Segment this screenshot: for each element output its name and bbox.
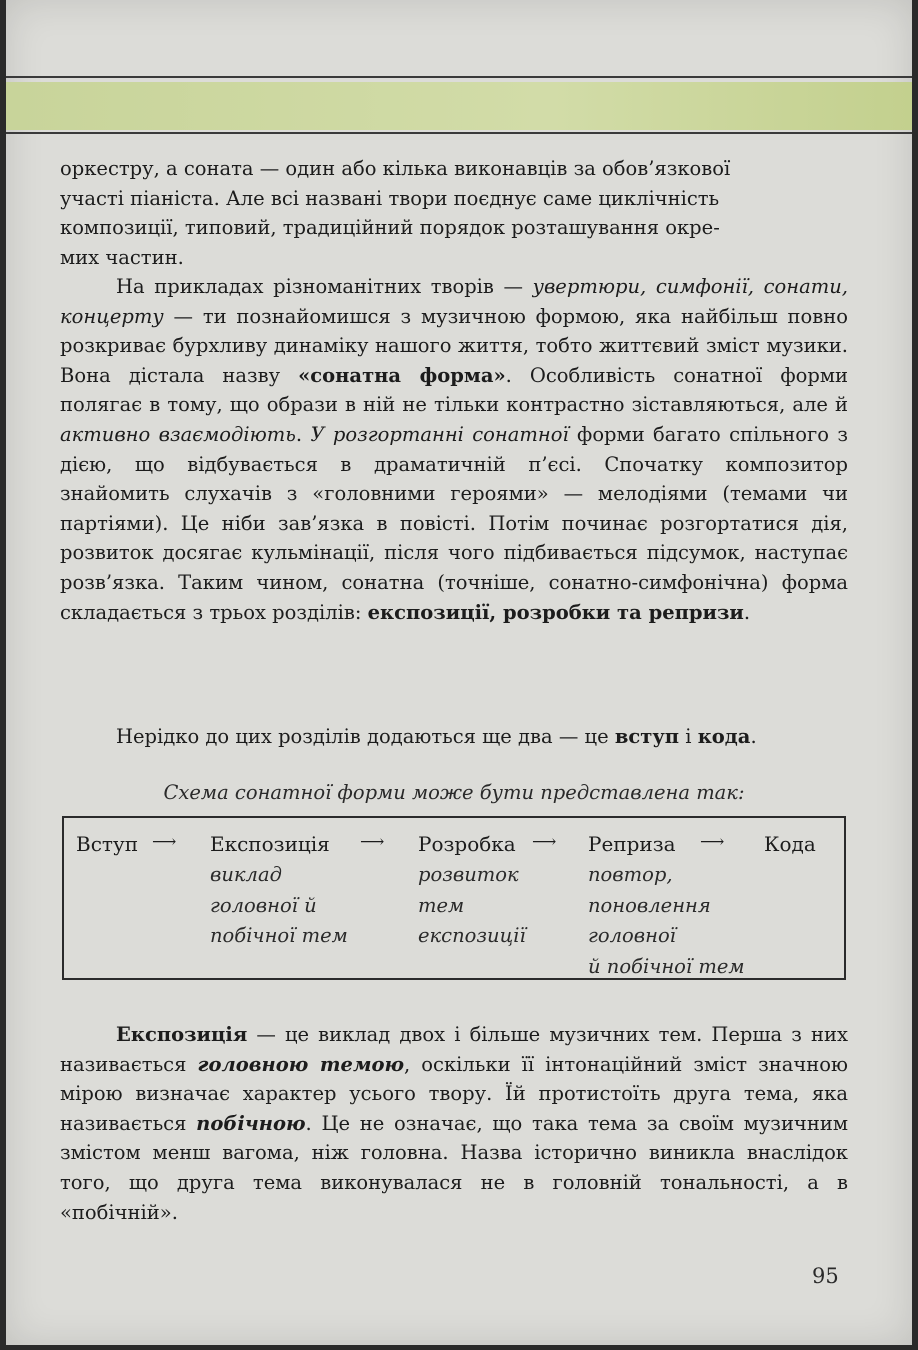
scheme-caption: Схема сонатної форми може бути представлена так: (163, 781, 745, 804)
scheme-desc-line: виклад (210, 863, 282, 886)
arrow-right-icon: ⟶ (700, 832, 725, 852)
scheme-desc-exposition (210, 860, 348, 952)
header-line-bottom (6, 132, 912, 134)
scheme-desc-line: головної й (210, 893, 317, 917)
paragraph-1-line: композиції, типовий, традиційний порядок розташування окре- (60, 216, 720, 240)
scheme-desc-line: тем (418, 893, 465, 917)
scheme-label-reprise: Реприза (588, 832, 676, 856)
paragraph-1-line: оркестру, а соната — один або кілька виконавців за обов’язкової (60, 157, 731, 180)
paragraph-3 (60, 722, 848, 752)
scheme-label-intro: Вступ (76, 832, 139, 856)
paragraph-1-line: мих частин. (60, 245, 184, 269)
term-main-theme: головною темою (197, 1052, 405, 1076)
scheme-label-coda: Кода (764, 832, 816, 856)
page-number: 95 (812, 1264, 839, 1288)
text-run: — ти познайомишся з музичною формою, яка найбільш повно розкриває бурхливу динаміку нашого життя, тобто життєвий зміст музики. Вона дістала назву (60, 304, 848, 387)
text-run: . (750, 725, 757, 748)
arrow-right-icon: ⟶ (532, 832, 557, 852)
scheme-desc-line: головної (588, 924, 676, 947)
term-sonata-form: «сонатна форма» (298, 363, 506, 387)
header-line-top (6, 76, 912, 78)
italic-run: увертюри, симфонії, сонати, концерту (60, 275, 849, 328)
scheme-label-development: Розробка (418, 832, 516, 856)
scheme-desc-line: й побічної тем (588, 954, 745, 978)
paragraph-4 (60, 1020, 848, 1227)
arrow-right-icon: ⟶ (360, 832, 385, 852)
scheme-label-exposition: Експозиція (210, 832, 330, 856)
scheme-desc-reprise (588, 860, 745, 982)
text-run: . Особливість сонатної форми полягає в тому, що образи в ній не тільки контрастно зіставляються, але й (60, 363, 848, 417)
sonata-form-scheme (62, 816, 846, 980)
book-page (6, 0, 912, 1345)
term-sections: експозиції, розробки та репризи (367, 600, 744, 624)
arrow-right-icon: ⟶ (152, 832, 177, 852)
text-run: форми багато спільного з дією, що відбувається в драматичній п’єсі. Спочатку композитор знайомить слухачів з «головними героями» — мелодіями (темами чи партіями). Це ніби зав’язка в повісті. Потім починає розгортатися дія, розвиток досягає кульмінації, після чого підбивається підсумок, наступає розв’язка. Таким чином, сонатна (точніше, сонатно-симфонічна) форма складається з трьох розділів: (60, 422, 848, 624)
text-run: , оскільки її інтонаційний зміст значною мірою визначає характер усього твору. Їй протистоїть друга тема, яка називається (60, 1052, 849, 1135)
text-run: і (679, 725, 698, 748)
term-exposition: Експозиція (116, 1023, 248, 1046)
text-run: На прикладах різноманітних творів — (116, 275, 533, 298)
paragraph-1 (60, 154, 848, 272)
paragraph-2 (60, 272, 848, 627)
paragraph-1-line: участі піаніста. Але всі названі твори поєднує саме циклічність (60, 186, 720, 210)
text-run: . (743, 600, 751, 624)
text-run: . (295, 422, 311, 446)
header-band (6, 82, 912, 130)
text-run: Нерідко до цих розділів додаються ще два — це (116, 725, 615, 748)
scheme-desc-line: розвиток (418, 863, 519, 886)
scheme-desc-line: експозиції (418, 924, 526, 947)
text-run: — це виклад двох і більше музичних тем. Перша з них називається (60, 1023, 848, 1076)
scheme-desc-development (418, 860, 526, 952)
italic-run: У розгортанні сонатної (310, 422, 569, 446)
term-secondary-theme: побічною (196, 1111, 306, 1135)
term-intro: вступ (614, 725, 680, 748)
scheme-desc-line: повтор, (588, 863, 673, 886)
scheme-desc-line: поновлення (588, 893, 711, 917)
scheme-desc-line: побічної тем (210, 924, 348, 947)
italic-run: активно взаємодіють (60, 422, 296, 446)
term-coda: кода (697, 725, 751, 748)
text-run: . Це не означає, що така тема за своїм музичним змістом менш вагома, ніж головна. Назва історично виникла внаслідок того, що друга тема виконувалася не в головній тональності, а в «побічній». (60, 1111, 848, 1224)
